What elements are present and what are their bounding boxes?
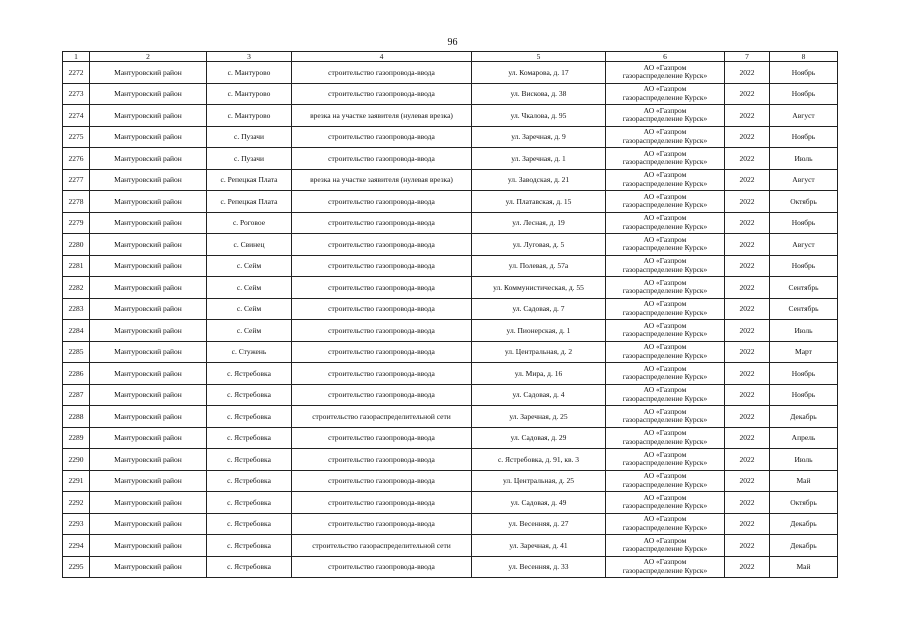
organization-line-2: газораспределение Курск» bbox=[622, 243, 708, 253]
address-cell: ул. Садовая, д. 29 bbox=[472, 427, 606, 449]
column-header-3: 3 bbox=[207, 52, 292, 62]
year-cell: 2022 bbox=[725, 363, 770, 385]
work-type-cell: строительство газопровода-ввода bbox=[292, 298, 472, 320]
settlement-cell: с. Репецкая Плата bbox=[207, 191, 292, 213]
year-cell: 2022 bbox=[725, 212, 770, 234]
address-cell: ул. Мира, д. 16 bbox=[472, 363, 606, 385]
address-cell: ул. Вискова, д. 38 bbox=[472, 83, 606, 105]
organization-line-1: АО «Газпром bbox=[643, 449, 687, 459]
district-cell: Мантуровский район bbox=[90, 427, 207, 449]
organization-line-1: АО «Газпром bbox=[643, 342, 687, 352]
organization-line-1: АО «Газпром bbox=[643, 277, 687, 287]
organization-line-2: газораспределение Курск» bbox=[622, 114, 708, 124]
month-cell: Декабрь bbox=[770, 513, 838, 535]
table-row bbox=[63, 492, 838, 514]
organization-line-2: газораспределение Курск» bbox=[622, 157, 708, 167]
column-header-1: 1 bbox=[63, 52, 90, 62]
organization-line-2: газораспределение Курск» bbox=[622, 565, 708, 575]
settlement-cell: с. Сейм bbox=[207, 298, 292, 320]
month-cell: Ноябрь bbox=[770, 83, 838, 105]
work-type-cell: строительство газопровода-ввода bbox=[292, 255, 472, 277]
month-cell: Декабрь bbox=[770, 406, 838, 428]
district-cell: Мантуровский район bbox=[90, 191, 207, 213]
work-type-cell: строительство газопровода-ввода bbox=[292, 363, 472, 385]
year-cell: 2022 bbox=[725, 449, 770, 471]
organization-cell bbox=[606, 255, 725, 277]
row-number-cell: 2280 bbox=[63, 234, 90, 256]
row-number-cell: 2277 bbox=[63, 169, 90, 191]
district-cell: Мантуровский район bbox=[90, 470, 207, 492]
table-row bbox=[63, 341, 838, 363]
table-row bbox=[63, 427, 838, 449]
organization-line-1: АО «Газпром bbox=[643, 84, 687, 94]
work-type-cell: строительство газопровода-ввода bbox=[292, 191, 472, 213]
organization-cell bbox=[606, 298, 725, 320]
organization-line-2: газораспределение Курск» bbox=[622, 350, 708, 360]
month-cell: Декабрь bbox=[770, 535, 838, 557]
organization-cell bbox=[606, 212, 725, 234]
row-number-cell: 2275 bbox=[63, 126, 90, 148]
month-cell: Ноябрь bbox=[770, 212, 838, 234]
month-cell: Ноябрь bbox=[770, 255, 838, 277]
table-row bbox=[63, 277, 838, 299]
settlement-cell: с. Ястребовка bbox=[207, 406, 292, 428]
row-number-cell: 2278 bbox=[63, 191, 90, 213]
year-cell: 2022 bbox=[725, 341, 770, 363]
table-row bbox=[63, 126, 838, 148]
organization-line-1: АО «Газпром bbox=[643, 191, 687, 201]
year-cell: 2022 bbox=[725, 298, 770, 320]
column-header-4: 4 bbox=[292, 52, 472, 62]
organization-line-1: АО «Газпром bbox=[643, 105, 687, 115]
work-type-cell: строительство газопровода-ввода bbox=[292, 556, 472, 578]
year-cell: 2022 bbox=[725, 126, 770, 148]
address-cell: ул. Центральная, д. 2 bbox=[472, 341, 606, 363]
year-cell: 2022 bbox=[725, 513, 770, 535]
organization-line-1: АО «Газпром bbox=[643, 170, 687, 180]
row-number-cell: 2287 bbox=[63, 384, 90, 406]
organization-line-1: АО «Газпром bbox=[643, 213, 687, 223]
month-cell: Ноябрь bbox=[770, 62, 838, 84]
year-cell: 2022 bbox=[725, 320, 770, 342]
organization-line-2: газораспределение Курск» bbox=[622, 329, 708, 339]
organization-line-2: газораспределение Курск» bbox=[622, 71, 708, 81]
district-cell: Мантуровский район bbox=[90, 277, 207, 299]
year-cell: 2022 bbox=[725, 62, 770, 84]
address-cell: ул. Заречная, д. 25 bbox=[472, 406, 606, 428]
row-number-cell: 2281 bbox=[63, 255, 90, 277]
district-cell: Мантуровский район bbox=[90, 363, 207, 385]
district-cell: Мантуровский район bbox=[90, 492, 207, 514]
month-cell: Июль bbox=[770, 320, 838, 342]
month-cell: Сентябрь bbox=[770, 298, 838, 320]
table-row bbox=[63, 513, 838, 535]
organization-line-2: газораспределение Курск» bbox=[622, 458, 708, 468]
work-type-cell: строительство газопровода-ввода bbox=[292, 427, 472, 449]
organization-cell bbox=[606, 83, 725, 105]
work-type-cell: строительство газораспределительной сети bbox=[292, 406, 472, 428]
organization-line-2: газораспределение Курск» bbox=[622, 286, 708, 296]
organization-cell bbox=[606, 191, 725, 213]
address-cell: ул. Садовая, д. 7 bbox=[472, 298, 606, 320]
address-cell: ул. Заречная, д. 9 bbox=[472, 126, 606, 148]
organization-line-2: газораспределение Курск» bbox=[622, 479, 708, 489]
year-cell: 2022 bbox=[725, 191, 770, 213]
month-cell: Октябрь bbox=[770, 191, 838, 213]
organization-line-1: АО «Газпром bbox=[643, 299, 687, 309]
year-cell: 2022 bbox=[725, 492, 770, 514]
month-cell: Октябрь bbox=[770, 492, 838, 514]
organization-cell bbox=[606, 535, 725, 557]
address-cell: ул. Коммунистическая, д. 55 bbox=[472, 277, 606, 299]
organization-line-2: газораспределение Курск» bbox=[622, 372, 708, 382]
organization-cell bbox=[606, 169, 725, 191]
year-cell: 2022 bbox=[725, 83, 770, 105]
year-cell: 2022 bbox=[725, 535, 770, 557]
district-cell: Мантуровский район bbox=[90, 255, 207, 277]
table-header bbox=[63, 52, 838, 62]
organization-line-2: газораспределение Курск» bbox=[622, 436, 708, 446]
row-number-cell: 2274 bbox=[63, 105, 90, 127]
settlement-cell: с. Ястребовка bbox=[207, 363, 292, 385]
settlement-cell: с. Роговое bbox=[207, 212, 292, 234]
organization-cell bbox=[606, 556, 725, 578]
settlement-cell: с. Ястребовка bbox=[207, 384, 292, 406]
settlement-cell: с. Ястребовка bbox=[207, 556, 292, 578]
settlement-cell: с. Пузачи bbox=[207, 126, 292, 148]
district-cell: Мантуровский район bbox=[90, 212, 207, 234]
address-cell: ул. Платавская, д. 15 bbox=[472, 191, 606, 213]
month-cell: Ноябрь bbox=[770, 384, 838, 406]
year-cell: 2022 bbox=[725, 234, 770, 256]
district-cell: Мантуровский район bbox=[90, 62, 207, 84]
table-row bbox=[63, 234, 838, 256]
row-number-cell: 2284 bbox=[63, 320, 90, 342]
month-cell: Август bbox=[770, 234, 838, 256]
table-row bbox=[63, 556, 838, 578]
table-row bbox=[63, 169, 838, 191]
work-type-cell: строительство газопровода-ввода bbox=[292, 513, 472, 535]
work-type-cell: строительство газопровода-ввода bbox=[292, 212, 472, 234]
organization-line-2: газораспределение Курск» bbox=[622, 135, 708, 145]
table-row bbox=[63, 363, 838, 385]
month-cell: Август bbox=[770, 169, 838, 191]
month-cell: Июль bbox=[770, 148, 838, 170]
organization-cell bbox=[606, 341, 725, 363]
address-cell: ул. Пионерская, д. 1 bbox=[472, 320, 606, 342]
work-type-cell: строительство газопровода-ввода bbox=[292, 492, 472, 514]
district-cell: Мантуровский район bbox=[90, 320, 207, 342]
table-row bbox=[63, 212, 838, 234]
page-number: 96 bbox=[447, 37, 458, 48]
settlement-cell: с. Ястребовка bbox=[207, 535, 292, 557]
address-cell: ул. Весенняя, д. 27 bbox=[472, 513, 606, 535]
organization-line-2: газораспределение Курск» bbox=[622, 178, 708, 188]
table-body bbox=[63, 62, 838, 578]
organization-cell bbox=[606, 234, 725, 256]
column-header-5: 5 bbox=[472, 52, 606, 62]
work-type-cell: строительство газопровода-ввода bbox=[292, 341, 472, 363]
table-row bbox=[63, 105, 838, 127]
settlement-cell: с. Пузачи bbox=[207, 148, 292, 170]
settlement-cell: с. Репецкая Плата bbox=[207, 169, 292, 191]
work-type-cell: строительство газопровода-ввода bbox=[292, 277, 472, 299]
organization-cell bbox=[606, 449, 725, 471]
address-cell: ул. Весенняя, д. 33 bbox=[472, 556, 606, 578]
row-number-cell: 2273 bbox=[63, 83, 90, 105]
table-row bbox=[63, 470, 838, 492]
year-cell: 2022 bbox=[725, 277, 770, 299]
address-cell: ул. Садовая, д. 49 bbox=[472, 492, 606, 514]
organization-line-1: АО «Газпром bbox=[643, 363, 687, 373]
work-type-cell: строительство газораспределительной сети bbox=[292, 535, 472, 557]
organization-line-1: АО «Газпром bbox=[643, 127, 687, 137]
row-number-cell: 2288 bbox=[63, 406, 90, 428]
year-cell: 2022 bbox=[725, 406, 770, 428]
header-row bbox=[63, 52, 838, 62]
work-type-cell: строительство газопровода-ввода bbox=[292, 62, 472, 84]
year-cell: 2022 bbox=[725, 470, 770, 492]
year-cell: 2022 bbox=[725, 169, 770, 191]
row-number-cell: 2272 bbox=[63, 62, 90, 84]
row-number-cell: 2291 bbox=[63, 470, 90, 492]
district-cell: Мантуровский район bbox=[90, 449, 207, 471]
row-number-cell: 2285 bbox=[63, 341, 90, 363]
month-cell: Апрель bbox=[770, 427, 838, 449]
organization-line-2: газораспределение Курск» bbox=[622, 264, 708, 274]
row-number-cell: 2293 bbox=[63, 513, 90, 535]
settlement-cell: с. Сейм bbox=[207, 277, 292, 299]
year-cell: 2022 bbox=[725, 148, 770, 170]
district-cell: Мантуровский район bbox=[90, 341, 207, 363]
organization-line-2: газораспределение Курск» bbox=[622, 200, 708, 210]
row-number-cell: 2276 bbox=[63, 148, 90, 170]
organization-line-1: АО «Газпром bbox=[643, 256, 687, 266]
year-cell: 2022 bbox=[725, 427, 770, 449]
year-cell: 2022 bbox=[725, 255, 770, 277]
month-cell: Март bbox=[770, 341, 838, 363]
table-row bbox=[63, 449, 838, 471]
year-cell: 2022 bbox=[725, 105, 770, 127]
gasification-table bbox=[62, 51, 838, 578]
address-cell: ул. Заречная, д. 1 bbox=[472, 148, 606, 170]
work-type-cell: врезка на участке заявителя (нулевая врезка) bbox=[292, 169, 472, 191]
row-number-cell: 2279 bbox=[63, 212, 90, 234]
district-cell: Мантуровский район bbox=[90, 148, 207, 170]
month-cell: Июль bbox=[770, 449, 838, 471]
month-cell: Август bbox=[770, 105, 838, 127]
settlement-cell: с. Стужень bbox=[207, 341, 292, 363]
organization-line-2: газораспределение Курск» bbox=[622, 501, 708, 511]
organization-cell bbox=[606, 513, 725, 535]
organization-cell bbox=[606, 492, 725, 514]
organization-cell bbox=[606, 363, 725, 385]
column-header-6: 6 bbox=[606, 52, 725, 62]
row-number-cell: 2292 bbox=[63, 492, 90, 514]
row-number-cell: 2294 bbox=[63, 535, 90, 557]
organization-line-2: газораспределение Курск» bbox=[622, 221, 708, 231]
month-cell: Ноябрь bbox=[770, 126, 838, 148]
row-number-cell: 2289 bbox=[63, 427, 90, 449]
address-cell: ул. Центральная, д. 25 bbox=[472, 470, 606, 492]
month-cell: Май bbox=[770, 556, 838, 578]
address-cell: ул. Чкалова, д. 95 bbox=[472, 105, 606, 127]
year-cell: 2022 bbox=[725, 384, 770, 406]
settlement-cell: с. Свинец bbox=[207, 234, 292, 256]
table-row bbox=[63, 406, 838, 428]
table-row bbox=[63, 83, 838, 105]
row-number-cell: 2283 bbox=[63, 298, 90, 320]
address-cell: ул. Заводская, д. 21 bbox=[472, 169, 606, 191]
organization-line-1: АО «Газпром bbox=[643, 428, 687, 438]
organization-line-1: АО «Газпром bbox=[643, 385, 687, 395]
district-cell: Мантуровский район bbox=[90, 169, 207, 191]
work-type-cell: строительство газопровода-ввода bbox=[292, 470, 472, 492]
organization-cell bbox=[606, 148, 725, 170]
work-type-cell: строительство газопровода-ввода bbox=[292, 148, 472, 170]
work-type-cell: врезка на участке заявителя (нулевая врезка) bbox=[292, 105, 472, 127]
organization-line-2: газораспределение Курск» bbox=[622, 522, 708, 532]
work-type-cell: строительство газопровода-ввода bbox=[292, 449, 472, 471]
district-cell: Мантуровский район bbox=[90, 298, 207, 320]
organization-line-1: АО «Газпром bbox=[643, 471, 687, 481]
address-cell: с. Ястребовка, д. 91, кв. 3 bbox=[472, 449, 606, 471]
row-number-cell: 2295 bbox=[63, 556, 90, 578]
table-row bbox=[63, 255, 838, 277]
table-row bbox=[63, 535, 838, 557]
work-type-cell: строительство газопровода-ввода bbox=[292, 234, 472, 256]
settlement-cell: с. Ястребовка bbox=[207, 449, 292, 471]
district-cell: Мантуровский район bbox=[90, 384, 207, 406]
settlement-cell: с. Сейм bbox=[207, 255, 292, 277]
organization-line-1: АО «Газпром bbox=[643, 148, 687, 158]
table-row bbox=[63, 62, 838, 84]
organization-line-1: АО «Газпром bbox=[643, 234, 687, 244]
organization-line-1: АО «Газпром bbox=[643, 320, 687, 330]
organization-cell bbox=[606, 470, 725, 492]
work-type-cell: строительство газопровода-ввода bbox=[292, 126, 472, 148]
organization-cell bbox=[606, 406, 725, 428]
district-cell: Мантуровский район bbox=[90, 105, 207, 127]
row-number-cell: 2290 bbox=[63, 449, 90, 471]
year-cell: 2022 bbox=[725, 556, 770, 578]
organization-line-1: АО «Газпром bbox=[643, 406, 687, 416]
organization-cell bbox=[606, 62, 725, 84]
column-header-7: 7 bbox=[725, 52, 770, 62]
organization-line-1: АО «Газпром bbox=[643, 514, 687, 524]
month-cell: Май bbox=[770, 470, 838, 492]
address-cell: ул. Луговая, д. 5 bbox=[472, 234, 606, 256]
organization-cell bbox=[606, 105, 725, 127]
table-row bbox=[63, 298, 838, 320]
organization-cell bbox=[606, 384, 725, 406]
settlement-cell: с. Ястребовка bbox=[207, 427, 292, 449]
district-cell: Мантуровский район bbox=[90, 83, 207, 105]
organization-cell bbox=[606, 126, 725, 148]
table-row bbox=[63, 384, 838, 406]
organization-line-1: АО «Газпром bbox=[643, 557, 687, 567]
address-cell: ул. Полевая, д. 57а bbox=[472, 255, 606, 277]
column-header-2: 2 bbox=[90, 52, 207, 62]
district-cell: Мантуровский район bbox=[90, 406, 207, 428]
settlement-cell: с. Ястребовка bbox=[207, 470, 292, 492]
address-cell: ул. Комарова, д. 17 bbox=[472, 62, 606, 84]
organization-line-1: АО «Газпром bbox=[643, 535, 687, 545]
organization-line-2: газораспределение Курск» bbox=[622, 415, 708, 425]
month-cell: Ноябрь bbox=[770, 363, 838, 385]
organization-line-1: АО «Газпром bbox=[643, 62, 687, 72]
settlement-cell: с. Мантурово bbox=[207, 83, 292, 105]
district-cell: Мантуровский район bbox=[90, 535, 207, 557]
organization-line-2: газораспределение Курск» bbox=[622, 307, 708, 317]
address-cell: ул. Садовая, д. 4 bbox=[472, 384, 606, 406]
district-cell: Мантуровский район bbox=[90, 126, 207, 148]
settlement-cell: с. Мантурово bbox=[207, 62, 292, 84]
table-row bbox=[63, 320, 838, 342]
row-number-cell: 2286 bbox=[63, 363, 90, 385]
work-type-cell: строительство газопровода-ввода bbox=[292, 320, 472, 342]
work-type-cell: строительство газопровода-ввода bbox=[292, 83, 472, 105]
organization-cell bbox=[606, 320, 725, 342]
address-cell: ул. Заречная, д. 41 bbox=[472, 535, 606, 557]
settlement-cell: с. Сейм bbox=[207, 320, 292, 342]
table-row bbox=[63, 148, 838, 170]
organization-line-2: газораспределение Курск» bbox=[622, 92, 708, 102]
organization-cell bbox=[606, 277, 725, 299]
organization-line-1: АО «Газпром bbox=[643, 492, 687, 502]
district-cell: Мантуровский район bbox=[90, 234, 207, 256]
settlement-cell: с. Мантурово bbox=[207, 105, 292, 127]
district-cell: Мантуровский район bbox=[90, 513, 207, 535]
settlement-cell: с. Ястребовка bbox=[207, 513, 292, 535]
district-cell: Мантуровский район bbox=[90, 556, 207, 578]
address-cell: ул. Лесная, д. 19 bbox=[472, 212, 606, 234]
row-number-cell: 2282 bbox=[63, 277, 90, 299]
organization-line-2: газораспределение Курск» bbox=[622, 544, 708, 554]
organization-cell bbox=[606, 427, 725, 449]
settlement-cell: с. Ястребовка bbox=[207, 492, 292, 514]
organization-line-2: газораспределение Курск» bbox=[622, 393, 708, 403]
month-cell: Сентябрь bbox=[770, 277, 838, 299]
work-type-cell: строительство газопровода-ввода bbox=[292, 384, 472, 406]
table-row bbox=[63, 191, 838, 213]
column-header-8: 8 bbox=[770, 52, 838, 62]
